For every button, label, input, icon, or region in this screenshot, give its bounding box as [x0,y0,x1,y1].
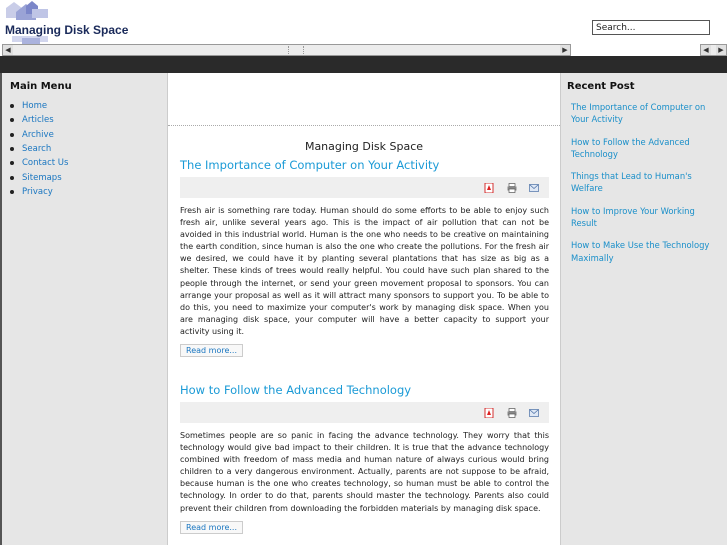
read-more-button[interactable]: Read more... [180,521,243,534]
bullet-icon [10,176,14,180]
navigation-bar [0,56,727,73]
recent-post-list [571,101,717,274]
menu-item-home[interactable]: Home [10,99,68,113]
site-logo[interactable] [2,0,132,44]
article [180,158,549,357]
bullet-icon [10,133,14,137]
article-toolbar [180,177,549,198]
menu-item-search[interactable]: Search [10,142,68,156]
article-title-link[interactable]: The Importance of Computer on Your Activity [180,158,440,172]
bullet-icon [10,161,14,165]
print-icon[interactable] [507,183,517,193]
menu-item-articles[interactable]: Articles [10,113,68,127]
logo-image [2,0,132,44]
article-body: Sometimes people are so panic in facing the advance technology. They worry that this technology would give bad impact to their children. It is true that the advance technology combined with freedom of mass media and human nature of always curious would bring children to a very dangerous environment. Actually, parents are not suppose to be afraid, because human is the one who creates technology, so human must be able to control the technology. In order to do that, parents should master the technology. Parents also could prevent their children from downloading the forbidden materials by managing disk space. [180,431,549,513]
pdf-icon[interactable] [484,183,494,193]
site-title: Managing Disk Space [5,23,129,37]
menu-item-sitemaps[interactable]: Sitemaps [10,170,68,184]
page-title: Managing Disk Space [304,140,424,153]
email-icon[interactable] [529,183,539,193]
article-title-link[interactable]: How to Follow the Advanced Technology [180,383,412,397]
scroll-left-arrow-icon[interactable]: ◀ [701,45,711,55]
recent-post-link[interactable]: How to Follow the Advanced Technology [571,136,690,159]
recent-post-link[interactable]: The Importance of Computer on Your Activity [571,102,706,125]
scrollbar-thumb[interactable] [288,46,304,54]
scroll-left-arrow-icon[interactable]: ◀ [3,45,13,55]
email-icon[interactable] [529,408,539,418]
recent-post-link[interactable]: How to Make Use the Technology Maximally [571,240,710,263]
bullet-icon [10,118,14,122]
bullet-icon [10,104,14,108]
main-content [167,73,561,545]
bullet-icon [10,190,14,194]
article-body: Fresh air is something rare today. Human should do some efforts to be able to enjoy such fresh air, unlike several years ago. This is the impact of air pollution that can not be avoided in this industrial world. Human is the one who needs to be creative on maintaining the earth condition, since human is also the one who create the pollutions. For the fresh air we desired, we could have it by planting several plantations that has size as big as a shelter. These kinds of trees would really helpful. You could have such plan shared to the people through the internet, or send your green movement proposal to sponsors. You can arrange your proposal as well as it will attract many sponsors to support you. To be able to do this, you need to maximize your computer's work by managing disk space. When you are managing disk space, your computer will have a better capacity to support your activity using it. [180,206,549,336]
recent-post-title: Recent Post [567,81,635,92]
main-menu-title: Main Menu [10,81,72,92]
menu-item-privacy[interactable]: Privacy [10,185,68,199]
article-toolbar [180,402,549,423]
main-menu-list [10,99,68,199]
scroll-right-arrow-icon[interactable]: ▶ [560,45,570,55]
left-sidebar [0,73,167,545]
horizontal-scrollbar[interactable] [2,44,571,56]
horizontal-scrollbar-secondary[interactable] [700,44,727,56]
header [0,0,727,44]
scroll-right-arrow-icon[interactable]: ▶ [716,45,726,55]
recent-post-link[interactable]: How to Improve Your Working Result [571,205,695,229]
print-icon[interactable] [507,408,517,418]
recent-post-link[interactable]: Things that Lead to Human's Welfare [571,171,692,194]
bullet-icon [10,147,14,151]
read-more-button[interactable]: Read more... [180,344,243,357]
divider [168,125,560,126]
pdf-icon[interactable] [484,408,494,418]
search-input[interactable] [592,20,710,35]
menu-item-archive[interactable]: Archive [10,128,68,142]
menu-item-contact-us[interactable]: Contact Us [10,156,68,170]
right-sidebar [561,73,727,545]
article [180,383,549,534]
